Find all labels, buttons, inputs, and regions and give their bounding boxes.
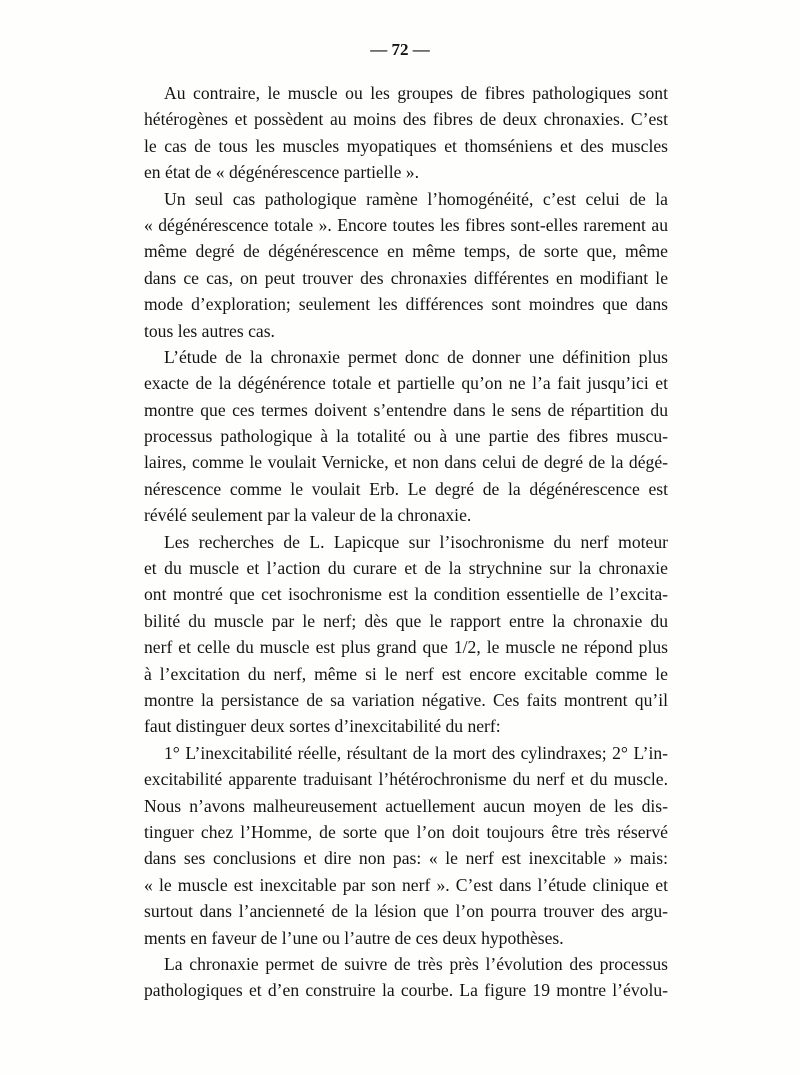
text-line: excitabilité apparente traduisant l’hétérochronisme du nerf et du muscle. bbox=[144, 769, 668, 790]
text-line: « le muscle est inexcitable par son nerf ». C’est dans l’étude clinique et bbox=[144, 874, 668, 895]
text-line: processus pathologique à la totalité ou à une partie des fibres muscu- bbox=[144, 426, 668, 447]
text-line: « dégénérescence totale ». Encore toutes les fibres sont-elles rarement au bbox=[144, 214, 668, 235]
text-line: montre que ces termes doivent s’entendre dans le sens de répartition du bbox=[144, 399, 668, 420]
text-line: à l’excitation du nerf, même si le nerf est encore excitable comme le bbox=[144, 663, 668, 684]
page-number: — 72 — bbox=[370, 40, 430, 59]
text-line: montre la persistance de sa variation négative. Ces faits montrent qu’il bbox=[144, 689, 668, 710]
text-line: laires, comme le voulait Vernicke, et non dans celui de degré de la dégé- bbox=[144, 452, 668, 473]
text-line: révélé seulement par la valeur de la chronaxie. bbox=[144, 505, 472, 526]
text-line: faut distinguer deux sortes d’inexcitabilité du nerf: bbox=[144, 716, 501, 737]
text-line: en état de « dégénérescence partielle ». bbox=[144, 162, 419, 183]
text-line: tinguer chez l’Homme, de sorte que l’on doit toujours être très réservé bbox=[144, 821, 668, 842]
text-line: Nous n’avons malheureusement actuellement aucun moyen de les dis- bbox=[144, 795, 668, 816]
text-line: ments en faveur de l’une ou l’autre de ces deux hypothèses. bbox=[144, 927, 564, 948]
text-line: surtout dans l’ancienneté de la lésion que l’on pourra trouver des argu- bbox=[144, 901, 668, 922]
text-line: Un seul cas pathologique ramène l’homogénéité, c’est celui de la bbox=[164, 188, 668, 209]
text-line: dans ses conclusions et dire non pas: « le nerf est inexcitable » mais: bbox=[144, 848, 668, 869]
text-line: Au contraire, le muscle ou les groupes de fibres pathologiques sont bbox=[164, 83, 668, 103]
text-line: tous les autres cas. bbox=[144, 320, 275, 341]
text-line: exacte de la dégénérence totale et partielle qu’on ne l’a fait jusqu’ici et bbox=[144, 373, 668, 394]
text-line: hétérogènes et possèdent au moins des fibres de deux chronaxies. C’est bbox=[144, 109, 668, 130]
text-line: mode d’exploration; seulement les différences sont moindres que dans bbox=[144, 294, 668, 315]
text-line: pathologiques et d’en construire la courbe. La figure 19 montre l’évolu- bbox=[144, 980, 668, 1001]
text-line: bilité du muscle par le nerf; dès que le rapport entre la chronaxie du bbox=[144, 610, 668, 631]
text-line: ont montré que cet isochronisme est la condition essentielle de l’excita- bbox=[144, 584, 668, 605]
text-line: et du muscle et l’action du curare et de la strychnine sur la chronaxie bbox=[144, 558, 668, 579]
text-line: Les recherches de L. Lapicque sur l’isochronisme du nerf moteur bbox=[164, 531, 668, 552]
text-line: La chronaxie permet de suivre de très près l’évolution des processus bbox=[164, 953, 668, 974]
text-line: dans ce cas, on peut trouver des chronaxies différentes en modifiant le bbox=[144, 267, 668, 288]
text-line: même degré de dégénérescence en même temps, de sorte que, même bbox=[144, 241, 668, 262]
text-line: nérescence comme le voulait Erb. Le degré de la dégénérescence est bbox=[144, 478, 668, 499]
text-line: 1° L’inexcitabilité réelle, résultant de la mort des cylindraxes; 2° L’in- bbox=[164, 742, 668, 763]
text-line: nerf et celle du muscle est plus grand que 1/2, le muscle ne répond plus bbox=[144, 637, 668, 658]
text-line: L’étude de la chronaxie permet donc de donner une définition plus bbox=[164, 346, 668, 367]
text-line: le cas de tous les muscles myopatiques et thomséniens et des muscles bbox=[144, 135, 668, 156]
body-text bbox=[144, 80, 668, 1004]
